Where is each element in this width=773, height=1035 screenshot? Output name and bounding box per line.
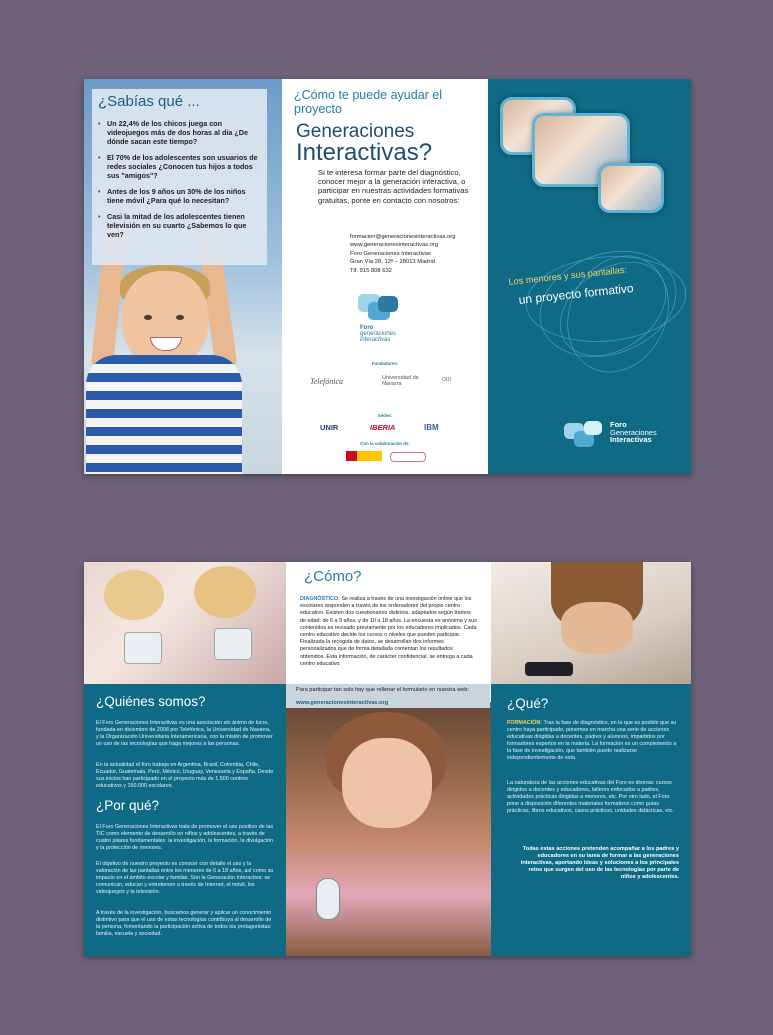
contact-web[interactable]: www.generacionesinteractivas.org <box>350 242 438 249</box>
founders-label: Fundadores: <box>371 361 399 366</box>
panel-como <box>286 562 491 702</box>
que-p2: La naturaleza de las acciones educativas del Foro es diversa: cursos dirigidos a docentes y educadores, talleres enfocados a padres, actividades prácticas dirigidas a menores, etc. Por otro lado, el Foro pone a disposición diferentes materiales formativos como guías prácticas, libros educativos, casos prácticos, unidades didácticas, etc. <box>507 780 674 814</box>
handheld-console <box>214 628 252 660</box>
panel-cover <box>488 79 691 474</box>
sponsor-unir: UNIR <box>320 423 339 432</box>
sabias-item: • Casi la mitad de los adolescentes tienen televisión en su cuarto ¿Sabemos lo que ven? <box>98 212 263 239</box>
que-text: Tras la fase de diagnóstico, en la que es posible que su centro haya participado, ponemos en marcha una serie de acciones educativas dirigidas a docentes, padres y alumnos, impartidos por formadores expertos en la materia. La formación es un complemento a la fase de investigación, que también puede realizarse independientemente de esta. <box>507 720 677 761</box>
boy-face <box>122 271 208 367</box>
cover-logo-line: Interactivas <box>610 435 652 444</box>
quienes-p1: El Foro Generaciones Interactivas es una asociación sin ánimo de lucro, fundada en diciembre de 2008 por Telefónica, la Universidad de Navarra, y la Organización Universitaria Interamericana, con la misión de promover un uso de las tecnologías que haga mejores a las personas. <box>96 720 273 747</box>
boy-face <box>561 602 633 654</box>
sponsor-iberia: IBERIA <box>370 423 396 432</box>
sabias-list <box>98 119 263 246</box>
como-lead: DIAGNÓSTICO: <box>300 596 340 602</box>
foro-logo-icon <box>562 419 608 451</box>
sabias-box <box>92 89 267 265</box>
panel-que <box>491 684 691 956</box>
photo-girl-computer <box>286 708 491 956</box>
foro-logo-line: interactivas <box>360 337 391 344</box>
sponsor-ibm: IBM <box>424 423 439 432</box>
sponsor-telefonica: Telefónica <box>310 377 344 386</box>
como-title: ¿Cómo? <box>304 568 362 585</box>
interactivas-word: Interactivas? <box>296 139 433 166</box>
cover-logo-text <box>610 421 657 444</box>
quienes-p2: En la actualidad el foro trabaja en Argentina, Brasil, Colombia, Chile, Ecuador, Guatemala, Perú, México, Uruguay, Venezuela y España. Desde sus inicios han participado en el proyecto más de 1.500 centros educativos y 150.000 escolares. <box>96 762 274 789</box>
sabias-title: ¿Sabías qué ... <box>98 93 200 110</box>
form-instruction: Para participar tan solo hay que rellenar el formulario en nuestra web: <box>296 687 469 693</box>
sabias-item: • El 70% de los adolescentes son usuarios de redes sociales ¿Conocen tus hijos a todos sus "amigos"? <box>98 153 263 180</box>
panel-sabias <box>84 79 282 474</box>
photo-boy-gaming <box>491 562 691 684</box>
sponsor-oui: OUI <box>442 377 451 383</box>
boy-eye <box>144 315 152 320</box>
handheld-console <box>124 632 162 664</box>
brochure-outside <box>84 79 691 474</box>
photo-girls-gaming <box>84 562 286 684</box>
panel-quienes <box>84 684 286 956</box>
boy-striped-shirt <box>86 355 242 474</box>
sedes-label: Sedes: <box>377 413 393 418</box>
cover-logo-line: Foro <box>610 420 627 429</box>
foro-logo-text <box>360 325 396 344</box>
cover-title: un proyecto formativo <box>518 280 635 307</box>
porque-p3: A través de la investigación, buscamos generar y aplicar un conocimiento distintivo para que el uso de estas tecnologías contribuya al desarrollo de la persona, fomentando la participación activa de todos los protagonistas: familia, escuela y sociedad. <box>96 910 272 937</box>
sabias-item: • Un 22,4% de los chicos juega con videojuegos más de dos horas al día ¿De dónde sacan este tiempo? <box>98 119 263 146</box>
cover-subtitle: Los menores y sus pantallas: <box>508 264 628 287</box>
cover-photo-mouse <box>598 163 664 213</box>
foro-logo-line: Foro <box>360 325 374 331</box>
cover-logo-line: Generaciones <box>610 427 657 437</box>
contact-phone: Tlf. 915 808 632 <box>350 267 392 274</box>
form-link[interactable]: www.generacionesinteractivas.org <box>296 700 389 706</box>
contact-details <box>350 233 480 275</box>
sponsor-unav: Universidad de Navarra <box>382 375 419 387</box>
girl-hair <box>104 570 164 620</box>
help-question: ¿Cómo te puede ayudar el proyecto <box>294 88 443 116</box>
contact-address: Gran Vía 28, 12ª – 28013 Madrid <box>350 259 435 266</box>
foro-logo-line: generaciones <box>360 331 397 338</box>
boy-eye <box>176 315 184 320</box>
contact-org: Foro Generaciones Interactivas <box>350 250 431 257</box>
collab-label: Con la colaboración de: <box>360 441 410 446</box>
que-title: ¿Qué? <box>507 696 549 711</box>
porque-title: ¿Por qué? <box>96 798 160 813</box>
contact-intro: Si te interesa formar parte del diagnóstico, conocer mejor a la generación interactiva, o participar en nuestras actividades formativas gratuitas, ponte en contacto con nosotros: <box>318 168 469 205</box>
como-body <box>300 596 478 668</box>
como-text: Se realiza a través de una investigación online que los escolares responden a través de los ordenadores del propio centro educativo. Existen dos cuestionarios distintos, adaptados según tramos de edad: de 6 a 9 años, y de 10 a 18 años. La encuesta es anónima y sus contenidos es revisado previamente por los educadores implicados. Cada centro educativo decide los cursos o niveles que pueden participar. Finalizada la recogida de datos, se desarrollan dos informes personalizados que de forma detallada comentan los resultados obtenidos. Esta información, de carácter confidencial, se entrega a cada centro educativo. <box>300 596 477 667</box>
girl-face <box>342 738 432 828</box>
collab-logo-gov <box>346 451 382 461</box>
porque-p1: El Foro Generaciones Interactivas trata de promover el uso positivo de las TIC como elemento de desarrollo en niños y adolescentes, a través de cuatro pilares fundamentales: la investigación, la formación, la divulgación y la protección de menores. <box>96 824 274 851</box>
quienes-title: ¿Quiénes somos? <box>96 694 206 709</box>
swirl-decoration-icon <box>488 209 691 409</box>
collab-logo-plan <box>390 452 426 462</box>
girl-hair <box>194 566 256 618</box>
que-p1 <box>507 720 679 761</box>
porque-p2: El objetivo de nuestro proyecto es conocer con detalle el uso y la valoración de las pantallas entre los menores de 6 a 18 años, así como su impacto en el ámbito escolar y familiar. Son la Generación Interactiva: se comunican, educan y entretienen a través de Internet, el móvil, los videojuegos y la televisión. <box>96 861 274 895</box>
contact-email[interactable]: formacion@generacionesinteractivas.org <box>350 234 456 240</box>
brochure-inside <box>84 562 691 956</box>
generaciones-word: Generaciones <box>296 121 415 142</box>
computer-mouse-icon <box>316 878 340 920</box>
form-band <box>286 684 490 708</box>
panel-contact <box>282 79 488 474</box>
handheld-console <box>525 662 573 676</box>
que-closing: Todas estas acciones pretenden acompañar a los padres y educadores en su tarea de formar a las generaciones interactivas, aportando ideas y soluciones a los principales retos que surgen del uso de las tecnologías por parte de niños y adolescentes. <box>520 846 679 880</box>
que-lead: FORMACIÓN: <box>507 720 543 726</box>
sabias-item: • Antes de los 9 años un 30% de los niños tiene móvil ¿Para qué lo necesitan? <box>98 187 263 205</box>
